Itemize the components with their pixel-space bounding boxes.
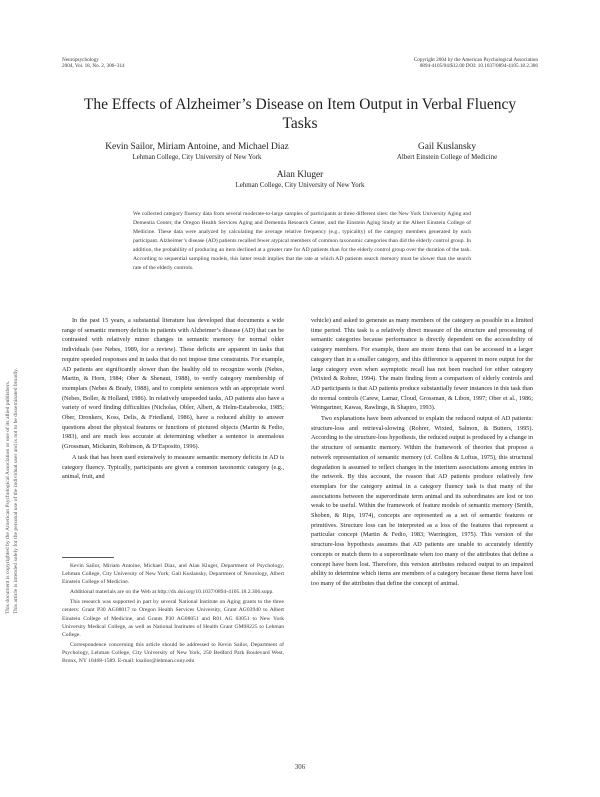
author-group-3 <box>150 170 450 190</box>
footnote: Kevin Sailor, Miriam Antoine, Michael Diaz, and Alan Kluger, Department of Psychology, Lehman College, City University of New York; Gail Kuslansky, Department of Neurology, Albert Einstein College of Medicine. <box>62 563 284 586</box>
author-group-2 <box>352 142 542 162</box>
author-names: Alan Kluger <box>276 170 324 180</box>
author-names: Kevin Sailor, Miriam Antoine, and Michael Diaz <box>105 142 289 152</box>
copyright-side-note <box>4 214 39 614</box>
article-title: The Effects of Alzheimer’s Disease on Item Output in Verbal Fluency Tasks <box>83 96 517 132</box>
footnote: This research was supported in part by several National Institute on Aging grants to the three centers: Grant P30 AG08017 to Oregon Health Services University, Grant AG03940 to Albert Einstein College of Medicine, and Grants P30 AG08051 and R01 AG 03051 to New York University Medical College, as well as National Institutes of Health Grant GM08225 to Lehman College. <box>62 599 284 638</box>
author-affiliation: Albert Einstein College of Medicine <box>396 154 498 161</box>
author-group-1 <box>62 142 332 162</box>
footnotes <box>62 562 284 667</box>
journal-issue: 2004, Vol. 18, No. 2, 306–314 <box>62 63 125 70</box>
side-note-line: This document is copyrighted by the American Psychological Association or one of its allied publishers. <box>5 380 11 614</box>
side-note-line: This article is intended solely for the personal use of the individual user and is not to be disseminated broadly. <box>13 367 19 614</box>
author-affiliation: Lehman College, City University of New York <box>132 154 262 161</box>
body-paragraph: In the past 15 years, a substantial literature has developed that documents a wide range of semantic memory deficits in patients with Alzheimer’s disease (AD) that can be contrasted with relatively minor changes in semantic memory for normal older individuals (see Nebes, 1989, for a review). These deficits are apparent in tasks that require speeded responses and in tasks that do not impose time constraints. For example, AD patients are significantly slower than the healthy old to recognize words (Nebes, Martin, & Horn, 1984; Ober & Shenaut, 1988), to verify category membership of exemplars (Nebes & Brady, 1988), and to complete sentences with an appropriate word (Nebes, Boller, & Holland, 1986). In relatively unspeeded tasks, AD patients also have a variety of word finding difficulties (Nicholas, Obler, Albert, & Helm-Estabrooks, 1985; Ober, Dronkers, Koss, Delis, & Friedland, 1986), have a reduced ability to answer questions about the physical features or functions of pictured objects (Martin & Fedio, 1983), and are much less accurate at determining whether a sentence is anomalous (Grossman, Mickanin, Robinson, & D’Esposito, 1996). <box>62 317 284 451</box>
body-column-left <box>62 316 284 482</box>
body-paragraph: vehicle) and asked to generate as many members of the category as possible in a limited time period. This task is a relatively direct measure of the structure and processing of semantic categories because performance is directly dependent on the accessibility of category members. For example, there are more items that can be accessed in a larger category than in a smaller category, and this difference is apparent in more output for the large category even when asymptotic recall has not been reached for either category (Wixted & Rohrer, 1994). The main finding from a comparison of elderly controls and AD participants is that AD patients produce substantially fewer instances in this task than do normal controls (Carew, Lamar, Cloud, Grossman, & Libon, 1997; Ober et al., 1986; Weingartner, Kawas, Rawlings, & Shapiro, 1993). <box>311 317 533 412</box>
abstract: We collected category fluency data from several moderate-to-large samples of participants at three different sites: the New York University Aging and Dementia Center, the Oregon Health Services Aging and Dementia Research Center, and the Einstein Aging Study at the Albert Einstein College of Medicine. These data were analyzed by calculating the average relative frequency (e.g., typicality) of the category members generated by each participant. Alzheimer’s disease (AD) patients recalled fewer atypical members of common taxonomic categories than did the elderly control group. In addition, the probability of producing an item declined at a greater rate for AD patients than for the elderly control group over the duration of the task. According to sequential sampling models, this latter result implies that the rate at which AD patients search memory must be slower than the search rate of the elderly controls. <box>133 211 471 271</box>
footnote: Correspondence concerning this article should be addressed to Kevin Sailor, Department of Psychology, Lehman College, City University of New York, 250 Bedford Park Boulevard West, Bronx, NY 10468-1589. E-mail: ksailor@lehman.cuny.edu <box>62 641 284 665</box>
body-column-right <box>311 316 533 589</box>
footnote: Additional materials are on the Web at http://dx.doi.org/10.1037/0894-4105.18.2.306.supp. <box>70 589 274 596</box>
copyright-line: Copyright 2004 by the American Psychological Association <box>413 57 538 63</box>
author-names: Gail Kuslansky <box>417 142 477 152</box>
journal-name: Neuropsychology <box>62 57 99 63</box>
body-paragraph: A task that has been used extensively to measure semantic memory deficits in AD is category fluency. Typically, participants are given a common taxonomic category (e.g., animal, fruit, and <box>62 453 284 481</box>
page-number: 306 <box>294 764 306 771</box>
issn-doi-line: 0894-4105/04/$12.00 DOI: 10.1037/0894-4105.18.2.306 <box>419 63 538 70</box>
journal-header-right <box>414 57 538 70</box>
footnote-rule <box>62 557 114 558</box>
journal-header-left <box>62 57 125 70</box>
body-paragraph: Two explanations have been advanced to explain the reduced output of AD patients: structure-loss and retrieval-slowing (Rohrer, Wixted, Salmon, & Butters, 1995). According to the structure-loss hypothesis, the reduced output is produced by a change in the structure of semantic memory. Within the framework of theories that propose a network representation of semantic memory (cf. Collins & Loftus, 1975), this structural degradation is assumed to reflect changes in the interitem associations among entries in the network. By this account, the reason that AD patients produce relatively few exemplars for the category animal in a category fluency task is that many of the associations between the superordinate term animal and its subordinates are lost or too weak to be useful. Within the framework of feature models of semantic memory (Smith, Shoben, & Rips, 1974), concepts are represented as a set of semantic features or primitives. Structure loss can be interpreted as a loss of the features that represent a particular concept (Martin & Fedio, 1983; Warrington, 1975). This version of the structure-loss hypothesis assumes that AD patients are unable to accurately identify concepts or match them to a superordinate when too many of the attributes that define a concept have been lost. Therefore, this version attributes reduced output to an impaired ability to determine which items are members of a category because these items have lost too many of the attributes that define the concept of animal. <box>311 415 533 587</box>
author-affiliation: Lehman College, City University of New York <box>235 182 365 189</box>
